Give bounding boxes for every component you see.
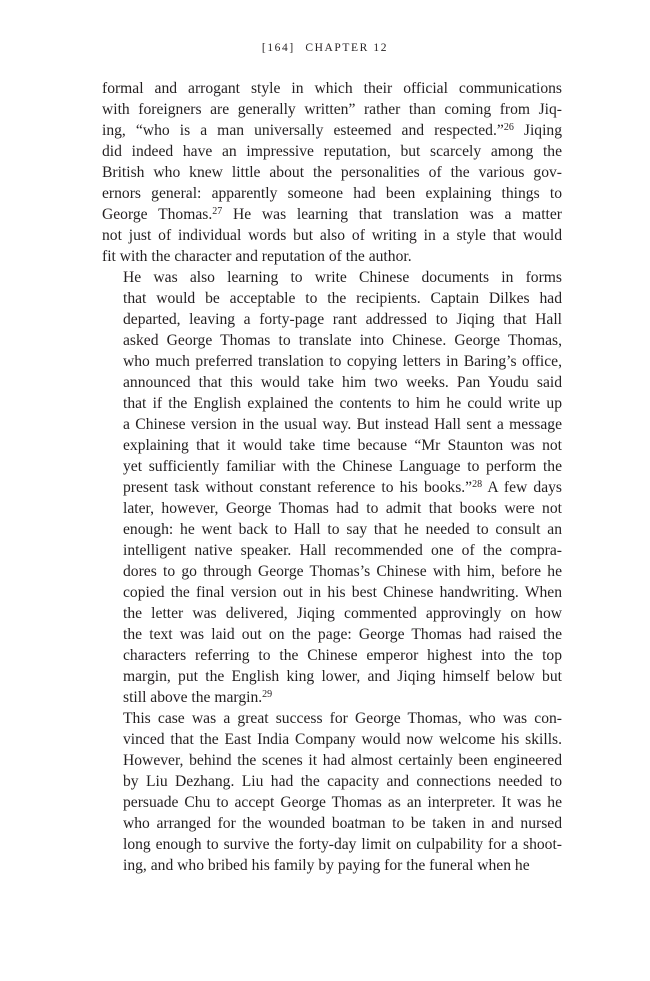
footnote-ref: 28 (472, 478, 483, 490)
text-line (102, 666, 562, 687)
text-run: enough: he went back to Hall to say that he needed to consult an (123, 521, 562, 538)
text-run: vinced that the East India Company would now welcome his skills. (123, 731, 562, 748)
page-number: [164] (261, 42, 295, 54)
text-line (102, 645, 562, 666)
text-run: copied the final version out in his best Chinese handwriting. When (123, 584, 562, 601)
text-line (102, 771, 562, 792)
text-run: This case was a great success for George Thomas, who was con- (123, 710, 562, 727)
text-run: who much preferred translation to copying letters in Baring’s office, (123, 353, 562, 370)
text-line (102, 519, 562, 540)
text-line (102, 204, 562, 225)
text-run: later, however, George Thomas had to admit that books were not (123, 500, 562, 517)
text-run: announced that this would take him two weeks. Pan Youdu said (123, 374, 562, 391)
text-line (102, 456, 562, 477)
text-line (102, 267, 562, 288)
text-line (102, 792, 562, 813)
text-run: ing, “who is a man universally esteemed and respected.” (102, 122, 504, 139)
text-run: intelligent native speaker. Hall recommended one of the compra- (123, 542, 562, 559)
text-run: still above the margin. (123, 689, 263, 706)
text-line (102, 729, 562, 750)
text-run: the text was laid out on the page: George Thomas had raised the (123, 626, 562, 643)
chapter-label: CHAPTER 12 (305, 42, 389, 54)
text-run: did indeed have an impressive reputation, but scarcely among the (102, 143, 562, 160)
text-line (102, 141, 562, 162)
text-line (102, 582, 562, 603)
text-line (102, 561, 562, 582)
text-run: formal and arrogant style in which their official communications (102, 80, 562, 97)
text-line (102, 99, 562, 120)
text-line (102, 225, 562, 246)
text-run: explaining that it would take time because “Mr Staunton was not (123, 437, 562, 454)
text-run: Jiqing (513, 122, 563, 139)
paragraph (102, 708, 562, 876)
text-run: persuade Chu to accept George Thomas as an interpreter. It was he (123, 794, 562, 811)
text-run: asked George Thomas to translate into Chinese. George Thomas, (123, 332, 562, 349)
text-run: He was learning that translation was a matter (222, 206, 562, 223)
body-text (102, 78, 562, 876)
text-line (102, 498, 562, 519)
text-line (102, 540, 562, 561)
text-run: yet sufficiently familiar with the Chinese Language to perform the (123, 458, 562, 475)
text-run: with foreigners are generally written” rather than coming from Jiq- (102, 101, 562, 118)
text-run: A few days (482, 479, 562, 496)
text-run: He was also learning to write Chinese documents in forms (123, 269, 562, 286)
text-run: not just of individual words but also of writing in a style that would (102, 227, 562, 244)
text-run: who arranged for the wounded boatman to be taken in and nursed (123, 815, 562, 832)
text-run: ing, and who bribed his family by paying for the funeral when he (123, 857, 530, 874)
text-run: George Thomas. (102, 206, 213, 223)
running-head (0, 42, 650, 54)
text-line (102, 435, 562, 456)
text-line (102, 855, 562, 876)
text-line (102, 603, 562, 624)
text-line (102, 708, 562, 729)
footnote-ref: 29 (262, 688, 273, 700)
text-run: by Liu Dezhang. Liu had the capacity and connections needed to (123, 773, 562, 790)
text-line (102, 750, 562, 771)
text-line (102, 414, 562, 435)
text-line (102, 120, 562, 141)
text-run: long enough to survive the forty-day limit on culpability for a shoot- (123, 836, 562, 853)
text-line (102, 813, 562, 834)
text-line (102, 309, 562, 330)
text-line (102, 246, 562, 267)
text-line (102, 330, 562, 351)
text-line (102, 372, 562, 393)
text-run: that would be acceptable to the recipients. Captain Dilkes had (123, 290, 562, 307)
text-line (102, 834, 562, 855)
paragraph (102, 78, 562, 267)
text-run: a Chinese version in the usual way. But instead Hall sent a message (123, 416, 562, 433)
text-run: dores to go through George Thomas’s Chinese with him, before he (123, 563, 562, 580)
paragraph (102, 267, 562, 708)
text-run: the letter was delivered, Jiqing commented approvingly on how (123, 605, 562, 622)
text-line (102, 477, 562, 498)
text-run: British who knew little about the personalities of the various gov- (102, 164, 562, 181)
footnote-ref: 26 (503, 121, 514, 133)
footnote-ref: 27 (212, 205, 223, 217)
text-line (102, 288, 562, 309)
text-run: departed, leaving a forty-page rant addressed to Jiqing that Hall (123, 311, 562, 328)
text-line (102, 162, 562, 183)
text-run: characters referring to the Chinese emperor highest into the top (123, 647, 562, 664)
text-line (102, 351, 562, 372)
text-run: present task without constant reference to his books.” (123, 479, 473, 496)
text-line (102, 78, 562, 99)
text-run: fit with the character and reputation of the author. (102, 248, 412, 265)
text-run: ernors general: apparently someone had been explaining things to (102, 185, 562, 202)
text-run: However, behind the scenes it had almost certainly been engineered (123, 752, 562, 769)
text-line (102, 393, 562, 414)
text-line (102, 687, 562, 708)
text-run: margin, put the English king lower, and Jiqing himself below but (123, 668, 562, 685)
text-run: that if the English explained the contents to him he could write up (123, 395, 562, 412)
text-line (102, 624, 562, 645)
text-line (102, 183, 562, 204)
